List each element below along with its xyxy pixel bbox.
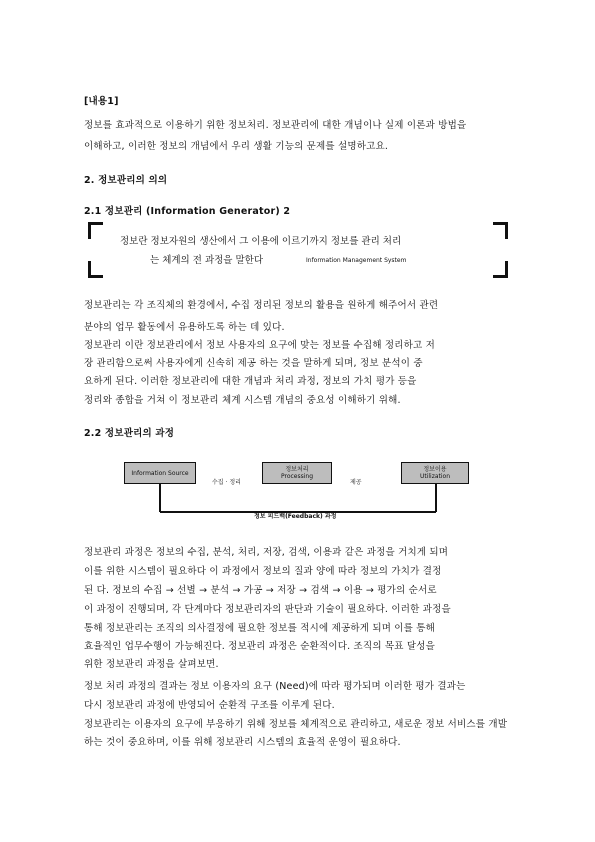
paragraph-line: 정보를 효과적으로 이용하기 위한 정보처리. 정보관리에 대한 개념이나 실제 이론과 방법을 (84, 120, 467, 131)
paragraph-line: 이 과정이 진행되며, 각 단계마다 정보관리자의 판단과 기술이 필요하다. 이러한 과정을 (84, 604, 451, 615)
quote-english-term: Information Management System (306, 257, 407, 264)
paragraph-line: 이해하고, 이러한 정보의 개념에서 우리 생활 기능의 문제를 설명하고요. (84, 141, 389, 152)
paragraph-line: 위한 정보관리 과정을 살펴보면. (84, 659, 219, 670)
paragraph-line: 정리와 종합을 거쳐 이 정보관리 체계 시스템 개념의 중요성 이해하기 위해. (84, 395, 401, 406)
paragraph-line: 분야의 업무 활동에서 유용하도록 하는 데 있다. (84, 322, 285, 333)
paragraph-line: 된 다. 정보의 수집 → 선별 → 분석 → 가공 → 저장 → 검색 → 이용 → 평가의 순서로 (84, 585, 437, 596)
paragraph-line: 이를 위한 시스템이 필요하다 이 과정에서 정보의 질과 양에 따라 정보의 가치가 결정 (84, 566, 442, 577)
arrow-label: 수집 · 정리 (212, 479, 241, 486)
section-heading: 2. 정보관리의 의의 (84, 175, 168, 186)
subsection-title: 2.1 정보관리 (Information Generator) 2 (84, 206, 291, 217)
paragraph-line: 효율적인 업무수행이 가능해진다. 정보관리 과정은 순환적이다. 조직의 목표 달성을 (84, 641, 436, 652)
content-heading: [내용1] (84, 96, 119, 107)
paragraph-line: 통해 정보관리는 조직의 의사결정에 필요한 정보를 적시에 제공하게 되며 이를 통해 (84, 623, 436, 634)
paragraph-line: 장 관리함으로써 사용자에게 신속히 제공 하는 것을 말하게 되며, 정보 분석이 중 (84, 358, 423, 369)
paragraph-line: 정보 처리 과정의 결과는 정보 이용자의 요구 (Need)에 따라 평가되며 이러한 평가 결과는 (84, 681, 466, 692)
paragraph-line: 정보관리 과정은 정보의 수집, 분석, 처리, 저장, 검색, 이용과 같은 과정을 거치게 되며 (84, 547, 449, 558)
paragraph-line: 다시 정보관리 과정에 반영되어 순환적 구조를 이루게 된다. (84, 700, 335, 711)
quote-line: 정보란 정보자원의 생산에서 그 이용에 이르기까지 정보를 관리 처리 (120, 236, 402, 247)
subsection-title: 2.2 정보관리의 과정 (84, 428, 175, 439)
arrow-label: 제공 (350, 479, 362, 486)
quote-line: 는 체계의 전 과정을 말한다 (150, 255, 264, 266)
paragraph-line: 정보관리는 이용자의 요구에 부응하기 위해 정보를 체계적으로 관리하고, 새로운 정보 서비스를 개발 (84, 719, 508, 730)
paragraph-line: 정보관리 이란 정보관리에서 정보 사용자의 요구에 맞는 정보를 수집해 정리하고 저 (84, 340, 436, 351)
utilization-box-sublabel: Utilization (419, 473, 451, 480)
paragraph-line: 하는 것이 중요하며, 이를 위해 정보관리 시스템의 효율적 운영이 필요하다. (84, 737, 401, 748)
processing-box-sublabel: Processing (280, 473, 314, 480)
paragraph-line: 정보관리는 각 조직체의 환경에서, 수집 정리된 정보의 활용을 원하게 해주어서 관련 (84, 300, 439, 311)
feedback-label: 정보 피드백(Feedback) 과정 (254, 513, 337, 520)
paragraph-line: 요하게 된다. 이러한 정보관리에 대한 개념과 처리 과정, 정보의 가치 평가 등을 (84, 376, 417, 387)
utilization-box-label: 정보이용 (423, 466, 447, 473)
processing-box-label: 정보처리 (285, 466, 309, 473)
source-box-label: Information Source (131, 469, 189, 477)
